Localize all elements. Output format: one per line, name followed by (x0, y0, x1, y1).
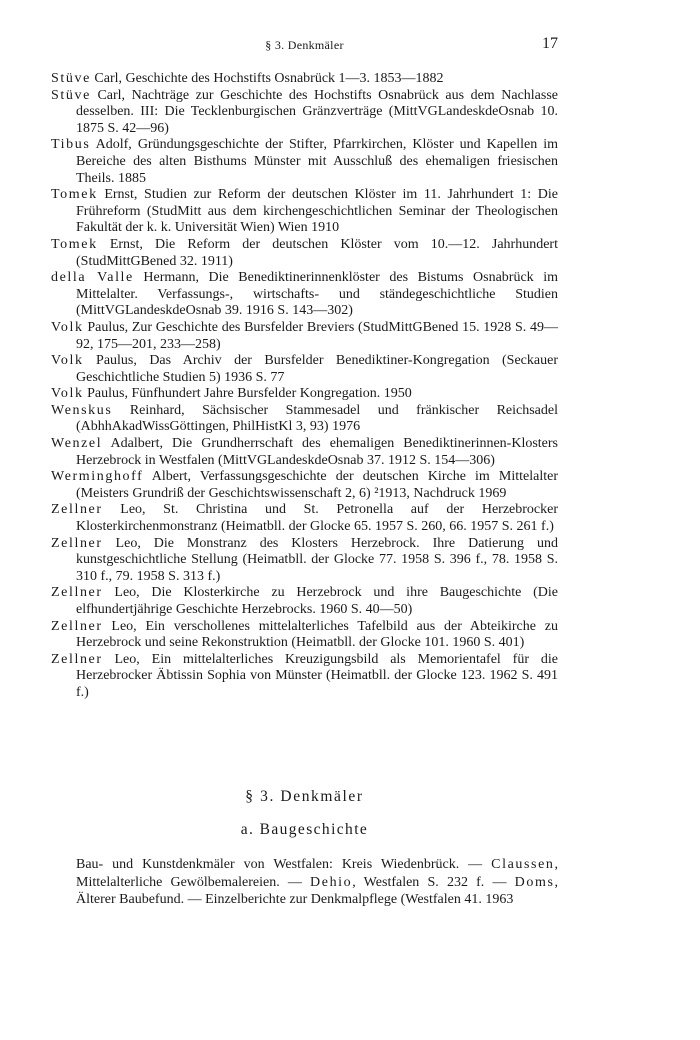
bibliography-list (51, 71, 558, 702)
running-head: § 3. Denkmäler (265, 38, 344, 52)
entry-author: Wenskus (51, 402, 113, 418)
bibliography-entry (51, 187, 558, 237)
cited-author: Doms (514, 874, 555, 890)
bibliography-entry (51, 652, 558, 702)
bibliography-entry (51, 88, 558, 138)
bibliography-entry (51, 320, 558, 353)
entry-author: Zellner (51, 651, 103, 667)
entry-author: Tomek (51, 187, 98, 203)
body-text-part: , Mittelalterliche Gewölbemalereien. — (76, 857, 558, 890)
bibliography-entry (51, 469, 558, 502)
entry-text: Leo, Ein mittelalterliches Kreuzigungsbild als Memorientafel für die Herzebrocker Äbtissin Sophia von Münster (Heimatbll. der Glocke 123. 1962 S. 491 f.) (76, 651, 558, 700)
entry-author: Zellner (51, 502, 103, 518)
entry-text: Albert, Verfassungsgeschichte der deutschen Kirche im Mittelalter (Meisters Grundriß der Geschichtswissenschaft 2, 6) ²1913, Nachdruck 1969 (76, 469, 558, 501)
entry-text: Leo, Die Klosterkirche zu Herzebrock und ihre Baugeschichte (Die elfhundertjährige Geschichte Herzebrocks. 1960 S. 40—50) (76, 585, 558, 617)
page-number: 17 (542, 35, 558, 52)
entry-text: Paulus, Das Archiv der Bursfelder Benediktiner-Kongregation (Seckauer Geschichtliche Studien 5) 1936 S. 77 (76, 353, 558, 385)
entry-text: Carl, Nachträge zur Geschichte des Hochstifts Osnabrück aus dem Nachlasse desselben. III: Die Tecklenburgischen Gränzverträge (MittVGLandeskdeOsnab 10. 1875 S. 42—96) (76, 87, 558, 136)
entry-author: Wenzel (51, 436, 103, 452)
bibliography-entry (51, 619, 558, 652)
entry-author: Tomek (51, 236, 98, 252)
bibliography-entry (51, 403, 558, 436)
body-text-part: , Älterer Baubefund. — Einzelberichte zur Denkmalpflege (Westfalen 41. 1963 (76, 874, 558, 907)
page-header (51, 35, 558, 58)
bibliography-entry (51, 436, 558, 469)
body-paragraph (76, 856, 558, 909)
bibliography-entry (51, 270, 558, 320)
entry-author: Zellner (51, 535, 103, 551)
bibliography-entry (51, 71, 558, 88)
entry-author: Volk (51, 319, 84, 335)
bibliography-entry (51, 353, 558, 386)
entry-author: Volk (51, 386, 84, 402)
bibliography-entry (51, 137, 558, 187)
entry-text: Carl, Geschichte des Hochstifts Osnabrück 1—3. 1853—1882 (90, 71, 444, 86)
entry-text: Adalbert, Die Grundherrschaft des ehemaligen Benediktinerinnen-Klosters Herzebrock in Westfalen (MittVGLandeskdeOsnab 37. 1912 S. 154—306) (76, 436, 558, 468)
bibliography-entry (51, 502, 558, 535)
entry-text: Paulus, Zur Geschichte des Bursfelder Breviers (StudMittGBened 15. 1928 S. 49—92, 175—201, 233—258) (76, 319, 558, 352)
entry-author: Werminghoff (51, 469, 144, 485)
cited-author: Dehio (310, 874, 353, 890)
entry-text: Hermann, Die Benediktinerinnenklöster des Bistums Osnabrück im Mittelalter. Verfassungs-, wirtschafts- und ständegeschichtliche Studien (MittVGLandeskdeOsnab 39. 1916 S. 143—302) (76, 270, 558, 319)
entry-author: Tibus (51, 137, 91, 153)
entry-text: Leo, St. Christina und St. Petronella auf der Herzebrocker Klosterkirchenmonstranz (Heimatbll. der Glocke 65. 1957 S. 260, 66. 1957 S. 261 f.) (76, 502, 558, 535)
bibliography-entry (51, 536, 558, 586)
entry-author: Zellner (51, 618, 103, 634)
entry-text: Paulus, Fünfhundert Jahre Bursfelder Kongregation. 1950 (83, 386, 412, 402)
body-text-part: , Westfalen S. 232 f. — (352, 874, 515, 890)
entry-text: Ernst, Studien zur Reform der deutschen Klöster im 11. Jahrhundert 1: Die Frühreform (StudMitt aus dem kirchengeschichtlichen Seminar der Theologischen Fakultät der k. k. Universität Wien) Wien 1910 (76, 187, 558, 236)
entry-author: Volk (51, 353, 84, 369)
entry-text: Reinhard, Sächsischer Stammesadel und fränkischer Reichsadel (AbhhAkadWissGöttingen, PhilHistKl 3, 93) 1976 (76, 402, 558, 435)
entry-author: Stüve (51, 71, 91, 86)
entry-text: Ernst, Die Reform der deutschen Klöster vom 10.—12. Jahrhundert (StudMittGBened 32. 1911) (76, 236, 558, 269)
subsection-title: a. Baugeschichte (240, 821, 369, 838)
section-title: § 3. Denkmäler (245, 788, 364, 805)
bibliography-entry (51, 386, 558, 403)
entry-text: Leo, Ein verschollenes mittelalterliches Tafelbild aus der Abteikirche zu Herzebrock und seine Rekonstruktion (Heimatbll. der Glocke 101. 1960 S. 401) (76, 618, 558, 651)
bibliography-entry (51, 585, 558, 618)
entry-text: Leo, Die Monstranz des Klosters Herzebrock. Ihre Datierung und kunstgeschichtliche Stellung (Heimatbll. der Glocke 77. 1958 S. 396 f., 78. 1958 S. 310 f., 79. 1958 S. 313 f.) (76, 535, 558, 584)
bibliography-entry (51, 237, 558, 270)
body-text-part: Bau- und Kunstdenkmäler von Westfalen: Kreis Wiedenbrück. — (76, 857, 492, 872)
cited-author: Claussen (491, 857, 555, 872)
entry-author: Zellner (51, 585, 103, 601)
entry-author: Stüve (51, 87, 91, 103)
entry-text: Adolf, Gründungsgeschichte der Stifter, Pfarrkirchen, Klöster und Kapellen im Bereiche des alten Bisthums Münster mit Ausschluß des ehemaligen friesischen Theils. 1885 (76, 137, 558, 186)
entry-author: della Valle (51, 270, 134, 286)
